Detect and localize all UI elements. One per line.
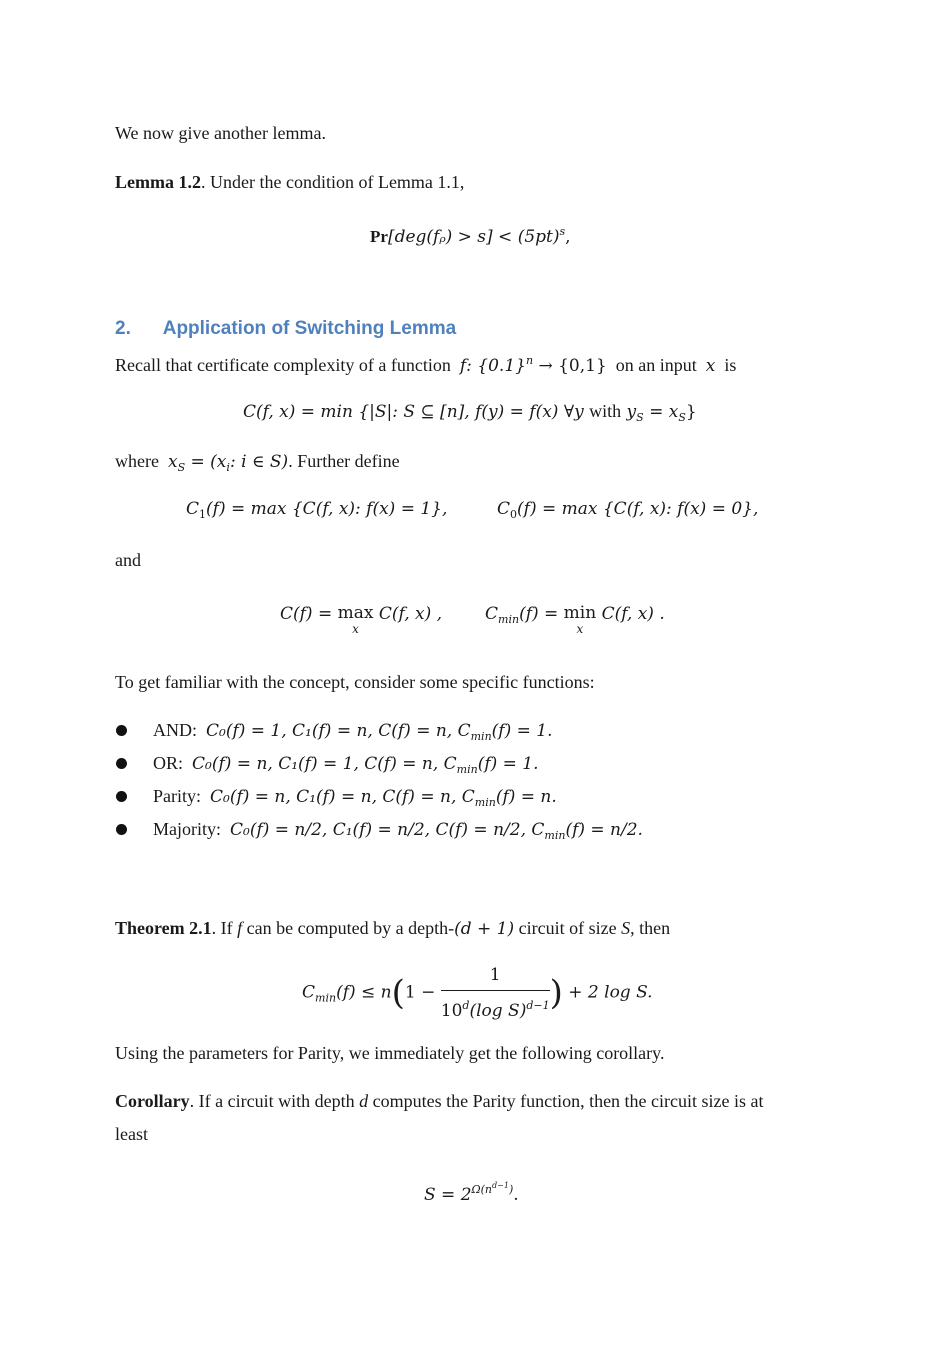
theorem-lhs: C	[302, 982, 316, 1003]
theorem-right-paren: )	[549, 973, 563, 1013]
intro-paragraph: We now give another lemma.	[115, 123, 326, 143]
theorem-fraction	[441, 962, 550, 1024]
cfx-with: with	[589, 401, 622, 421]
bullet-label: AND:	[153, 720, 197, 740]
corollary-label: Corollary	[115, 1091, 190, 1111]
where-expr-sub2: i	[226, 461, 230, 474]
theorem-t1: . If	[211, 918, 238, 938]
cfx-close: }	[685, 402, 697, 422]
theorem-den-base: 10	[440, 1001, 463, 1021]
corollary-formula-end: .	[513, 1185, 519, 1205]
bullet-dot-and	[116, 725, 127, 736]
bullet-expr: C₀(f) = 1, C₁(f) = n, C(f) = n, C	[206, 721, 471, 741]
recall-before: Recall that certificate complexity of a function	[115, 355, 451, 375]
lemma-pr: Pr	[370, 227, 388, 246]
bullet-end: (f) = n/2.	[565, 820, 643, 840]
theorem-formula	[302, 962, 653, 1024]
cfx-lhs: C(f, x) = min {|S|: S ⊆ [n], f(y) = f(x) ∀y	[243, 402, 584, 422]
where-further: . Further define	[288, 451, 400, 471]
cfx-rhs-sub2: S	[678, 411, 686, 424]
bullet-item-and	[153, 719, 553, 748]
recall-fn-rest: → {0,1}	[533, 356, 607, 376]
familiar-paragraph: To get familiar with the concept, consider some specific functions:	[115, 672, 595, 692]
theorem-lhs-sub: min	[315, 991, 337, 1005]
theorem-statement	[115, 917, 670, 940]
cfx-rhs-sub: S	[636, 411, 644, 424]
recall-paragraph	[115, 350, 736, 377]
lemma-statement	[115, 171, 464, 193]
and-word: and	[115, 550, 141, 570]
cf-definition	[280, 605, 442, 637]
bullet-label: Majority:	[153, 819, 221, 839]
c0-definition	[497, 498, 758, 526]
corollary-exp-omega: Ω(n	[471, 1183, 493, 1196]
bullet-end: (f) = 1.	[477, 754, 539, 774]
corollary-t2: computes the Parity function, then the circuit size is at	[368, 1091, 764, 1111]
cf-mid: C(f, x) ,	[373, 604, 443, 624]
where-word: where	[115, 451, 159, 471]
theorem-label: Theorem 2.1	[115, 918, 212, 938]
section-number: 2.	[115, 318, 131, 339]
bullet-sub: min	[544, 829, 566, 842]
where-expr-rest: = (x	[185, 452, 227, 472]
lemma-formula-exp: s	[559, 225, 566, 238]
theorem-fraction-numerator: 1	[441, 962, 550, 991]
bullet-expr: C₀(f) = n, C₁(f) = 1, C(f) = n, C	[192, 754, 457, 774]
c1-lhs: C	[186, 499, 200, 519]
bullet-item-majority	[153, 818, 643, 847]
cf-max: max	[337, 603, 374, 623]
theorem-f: f	[237, 918, 243, 938]
cf-max-sub: x	[352, 622, 359, 636]
c0-body: (f) = max {C(f, x): f(x) = 0},	[517, 499, 759, 519]
cf-lhs: C(f) =	[280, 604, 338, 624]
corollary-least: least	[115, 1124, 148, 1144]
cmin-lhs: C	[485, 604, 499, 624]
bullet-expr: C₀(f) = n/2, C₁(f) = n/2, C(f) = n/2, C	[230, 820, 545, 840]
cmin-sub: min	[498, 613, 520, 626]
corollary-formula	[424, 1175, 519, 1206]
theorem-t2: can be computed by a depth-	[242, 918, 455, 938]
theorem-depth: (d + 1)	[454, 919, 515, 939]
c0-sub: 0	[510, 508, 518, 521]
bullet-label: Parity:	[153, 786, 201, 806]
theorem-den-exp2: d−1	[526, 999, 550, 1012]
bullet-sub: min	[474, 796, 496, 809]
bullet-item-parity	[153, 785, 557, 814]
recall-fn-exp: n	[525, 354, 534, 367]
theorem-lhs-rest: (f) ≤ n	[336, 982, 392, 1003]
c1-body: (f) = max {C(f, x): f(x) = 1},	[206, 499, 448, 519]
bullet-dot-parity	[116, 791, 127, 802]
theorem-den-exp: d	[462, 999, 470, 1012]
corollary-exp-close: )	[508, 1183, 514, 1196]
cmin-eq: (f) =	[519, 604, 564, 624]
lemma-text: . Under the condition of Lemma 1.1,	[200, 172, 465, 192]
bullet-label: OR:	[153, 753, 184, 773]
cfx-rhs-eq: = x	[643, 402, 679, 422]
using-paragraph: Using the parameters for Parity, we immediately get the following corollary.	[115, 1043, 665, 1063]
section-title: Application of Switching Lemma	[162, 318, 457, 339]
corollary-d: d	[359, 1091, 369, 1111]
section-heading	[115, 318, 456, 340]
cmin-min-sub: x	[576, 622, 584, 636]
where-paragraph	[115, 450, 400, 479]
recall-x: x	[705, 356, 716, 376]
bullet-end: (f) = n.	[495, 787, 557, 807]
lemma-formula-end: ,	[565, 227, 571, 247]
c1-sub: 1	[199, 508, 207, 521]
bullet-item-or	[153, 752, 539, 781]
theorem-left-paren: (	[391, 973, 405, 1013]
cmin-definition	[485, 605, 665, 637]
theorem-t4: , then	[630, 918, 671, 938]
recall-is: is	[724, 355, 737, 375]
theorem-den-rest: (log S)	[469, 1001, 527, 1021]
theorem-tail: + 2 log S.	[568, 982, 653, 1003]
bullet-sub: min	[456, 763, 478, 776]
where-expr-sub: S	[177, 461, 186, 474]
where-expr: x	[167, 452, 178, 472]
corollary-t1: . If a circuit with depth	[189, 1091, 360, 1111]
corollary-exp-inner: d−1	[492, 1181, 509, 1190]
cmin-min: min	[563, 603, 597, 623]
corollary-formula-exponent	[472, 1183, 514, 1196]
bullet-sub: min	[470, 730, 492, 743]
lemma-formula	[370, 221, 571, 248]
theorem-size: S	[621, 918, 631, 938]
lemma-formula-body: [deg(fᵨ) > s] < (5pt)	[387, 227, 560, 247]
theorem-fraction-denominator	[441, 991, 550, 1024]
cfx-definition	[243, 400, 697, 429]
bullet-dot-majority	[116, 824, 127, 835]
theorem-one-minus: 1 −	[404, 982, 436, 1003]
recall-fn: f: {0.1}	[459, 356, 526, 376]
bullet-end: (f) = 1.	[491, 721, 553, 741]
recall-on-input: on an input	[615, 355, 697, 375]
c1-definition	[186, 498, 447, 526]
c0-lhs: C	[497, 499, 511, 519]
bullet-dot-or	[116, 758, 127, 769]
cfx-rhs: y	[626, 402, 637, 422]
corollary-formula-base: S = 2	[424, 1185, 472, 1205]
lemma-label: Lemma 1.2	[115, 172, 201, 192]
cmin-end: C(f, x) .	[596, 604, 665, 624]
bullet-expr: C₀(f) = n, C₁(f) = n, C(f) = n, C	[210, 787, 475, 807]
theorem-t3: circuit of size	[514, 918, 622, 938]
corollary-statement	[115, 1090, 764, 1112]
where-expr-rest2: : i ∈ S)	[229, 452, 289, 472]
